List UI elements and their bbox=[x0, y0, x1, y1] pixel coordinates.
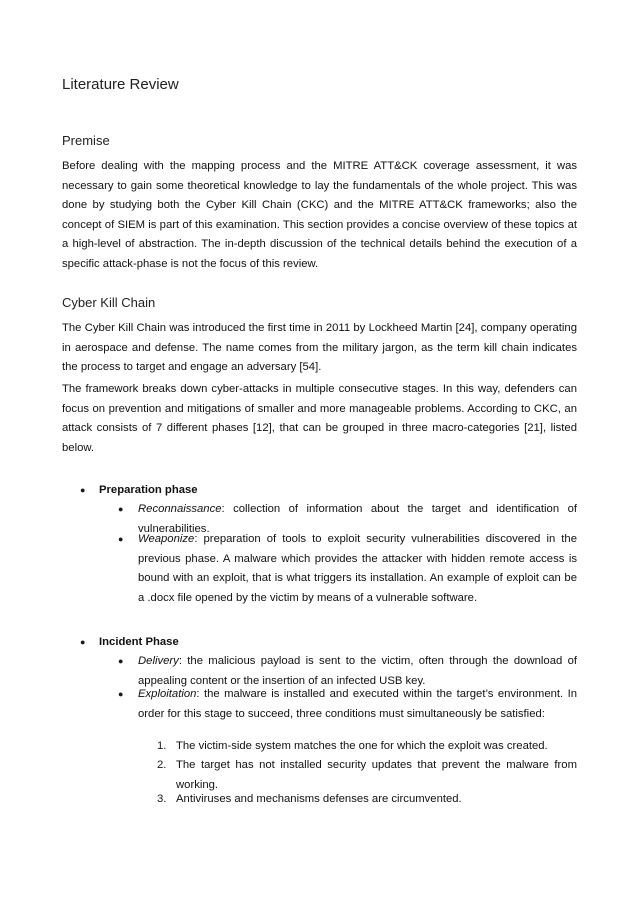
bullet-icon: ● bbox=[118, 689, 124, 699]
bullet-icon: ● bbox=[118, 534, 124, 544]
premise-paragraph: Before dealing with the mapping process and the MITRE ATT&CK coverage assessment, it was necessary to gain some theoretical knowledge to lay the fundamentals of the whole project. This was done by studying both the Cyber Kill Chain (CKC) and the MITRE ATT&CK frameworks; also the concept of SIEM is part of this examination. This section provides a concise overview of these topics at a high-level of abstraction. The in-depth discussion of the technical details behind the execution of a specific attack-phase is not the focus of this review. bbox=[62, 160, 577, 270]
term: Reconnaissance bbox=[138, 503, 222, 515]
preparation-phase-title: Preparation phase bbox=[99, 484, 198, 496]
list-item-weaponize bbox=[138, 530, 577, 608]
term-description: : the malware is installed and executed within the target’s environment. In order for this stage to succeed, three conditions must simultaneously be satisfied: bbox=[138, 688, 577, 720]
premise-heading: Premise bbox=[62, 133, 110, 148]
condition-item: The target has not installed security updates that prevent the malware from working. bbox=[176, 759, 577, 791]
bullet-icon: ● bbox=[80, 637, 86, 647]
list-item-exploitation bbox=[138, 685, 577, 724]
incident-phase-title: Incident Phase bbox=[99, 636, 179, 648]
ckc-paragraph-2: The framework breaks down cyber-attacks in multiple consecutive stages. In this way, defenders can focus on prevention and mitigations of smaller and more manageable problems. According to CKC, an attack consists of 7 different phases [12], that can be grouped in three macro-categories [21], listed below. bbox=[62, 383, 577, 454]
list-number: 2. bbox=[157, 759, 167, 771]
term-description: : collection of information about the target and identification of vulnerabilities. bbox=[138, 503, 577, 535]
ckc-paragraph-1: The Cyber Kill Chain was introduced the first time in 2011 by Lockheed Martin [24], company operating in aerospace and defense. The name comes from the military jargon, as the term kill chain indicates the process to target and engage an adversary [54]. bbox=[62, 322, 577, 373]
term-description: : preparation of tools to exploit security vulnerabilities discovered in the previous phase. A malware which provides the attacker with hidden remote access is bound with an exploit, that is what triggers its installation. An example of exploit can be a .docx file opened by the victim by means of a vulnerable software. bbox=[138, 533, 577, 604]
term-description: : the malicious payload is sent to the victim, often through the download of appealing content or the insertion of an infected USB key. bbox=[138, 655, 577, 687]
term: Delivery bbox=[138, 655, 179, 667]
bullet-icon: ● bbox=[80, 485, 86, 495]
condition-item: The victim-side system matches the one for which the exploit was created. bbox=[176, 740, 548, 752]
list-number: 1. bbox=[157, 740, 167, 752]
term: Exploitation bbox=[138, 688, 197, 700]
term: Weaponize bbox=[138, 533, 195, 545]
bullet-icon: ● bbox=[118, 504, 124, 514]
page-title: Literature Review bbox=[62, 76, 179, 93]
list-number: 3. bbox=[157, 793, 167, 805]
ckc-heading: Cyber Kill Chain bbox=[62, 295, 156, 310]
bullet-icon: ● bbox=[118, 656, 124, 666]
condition-item: Antiviruses and mechanisms defenses are circumvented. bbox=[176, 793, 462, 805]
